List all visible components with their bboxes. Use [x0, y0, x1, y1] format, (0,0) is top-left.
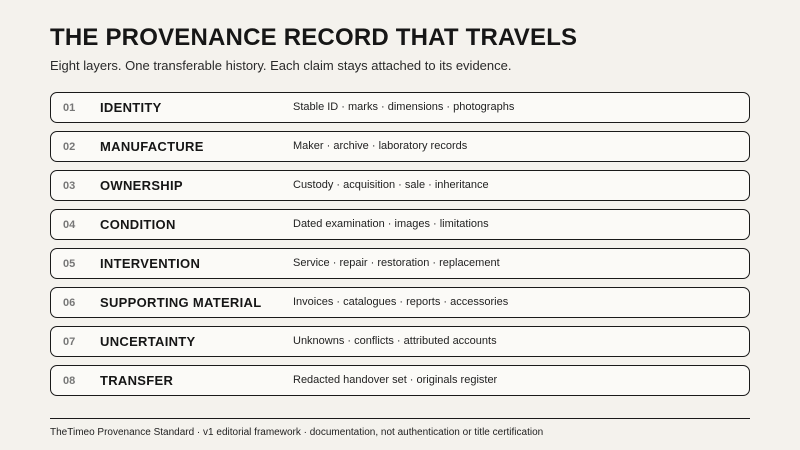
footer-note: TheTimeo Provenance Standard · v1 editorial framework · documentation, not authentication or title certification	[50, 427, 544, 438]
layer-row-transfer	[50, 365, 750, 396]
footer-divider	[50, 418, 750, 419]
layer-description: Unknowns · conflicts · attributed accounts	[293, 335, 497, 347]
layer-number: 05	[63, 258, 76, 270]
layer-number: 06	[63, 297, 76, 309]
layer-name: INTERVENTION	[100, 256, 201, 271]
layer-row-manufacture	[50, 131, 750, 162]
layer-name: TRANSFER	[100, 373, 174, 388]
layer-name: CONDITION	[100, 217, 176, 232]
layer-name: UNCERTAINTY	[100, 334, 196, 349]
layer-number: 04	[63, 219, 76, 231]
layer-description: Dated examination · images · limitations	[293, 218, 489, 230]
layer-row-condition	[50, 209, 750, 240]
layer-name: OWNERSHIP	[100, 178, 183, 193]
layer-name: SUPPORTING MATERIAL	[100, 295, 262, 310]
layer-row-identity	[50, 92, 750, 123]
layer-row-supporting-material	[50, 287, 750, 318]
layer-number: 07	[63, 336, 76, 348]
layer-description: Custody · acquisition · sale · inheritance	[293, 179, 489, 191]
layer-description: Stable ID · marks · dimensions · photographs	[293, 101, 515, 113]
layer-name: MANUFACTURE	[100, 139, 204, 154]
layer-row-uncertainty	[50, 326, 750, 357]
layer-description: Service · repair · restoration · replacement	[293, 257, 500, 269]
page-subtitle: Eight layers. One transferable history. Each claim stays attached to its evidence.	[50, 58, 512, 73]
page-title: THE PROVENANCE RECORD THAT TRAVELS	[50, 24, 578, 51]
layer-number: 03	[63, 180, 76, 192]
layer-row-ownership	[50, 170, 750, 201]
layer-description: Invoices · catalogues · reports · accessories	[293, 296, 509, 308]
layer-description: Maker · archive · laboratory records	[293, 140, 468, 152]
layer-number: 08	[63, 375, 76, 387]
layer-name: IDENTITY	[100, 100, 162, 115]
provenance-slide	[50, 0, 750, 450]
layer-number: 02	[63, 141, 76, 153]
layer-row-intervention	[50, 248, 750, 279]
layer-description: Redacted handover set · originals register	[293, 374, 498, 386]
layer-number: 01	[63, 102, 76, 114]
